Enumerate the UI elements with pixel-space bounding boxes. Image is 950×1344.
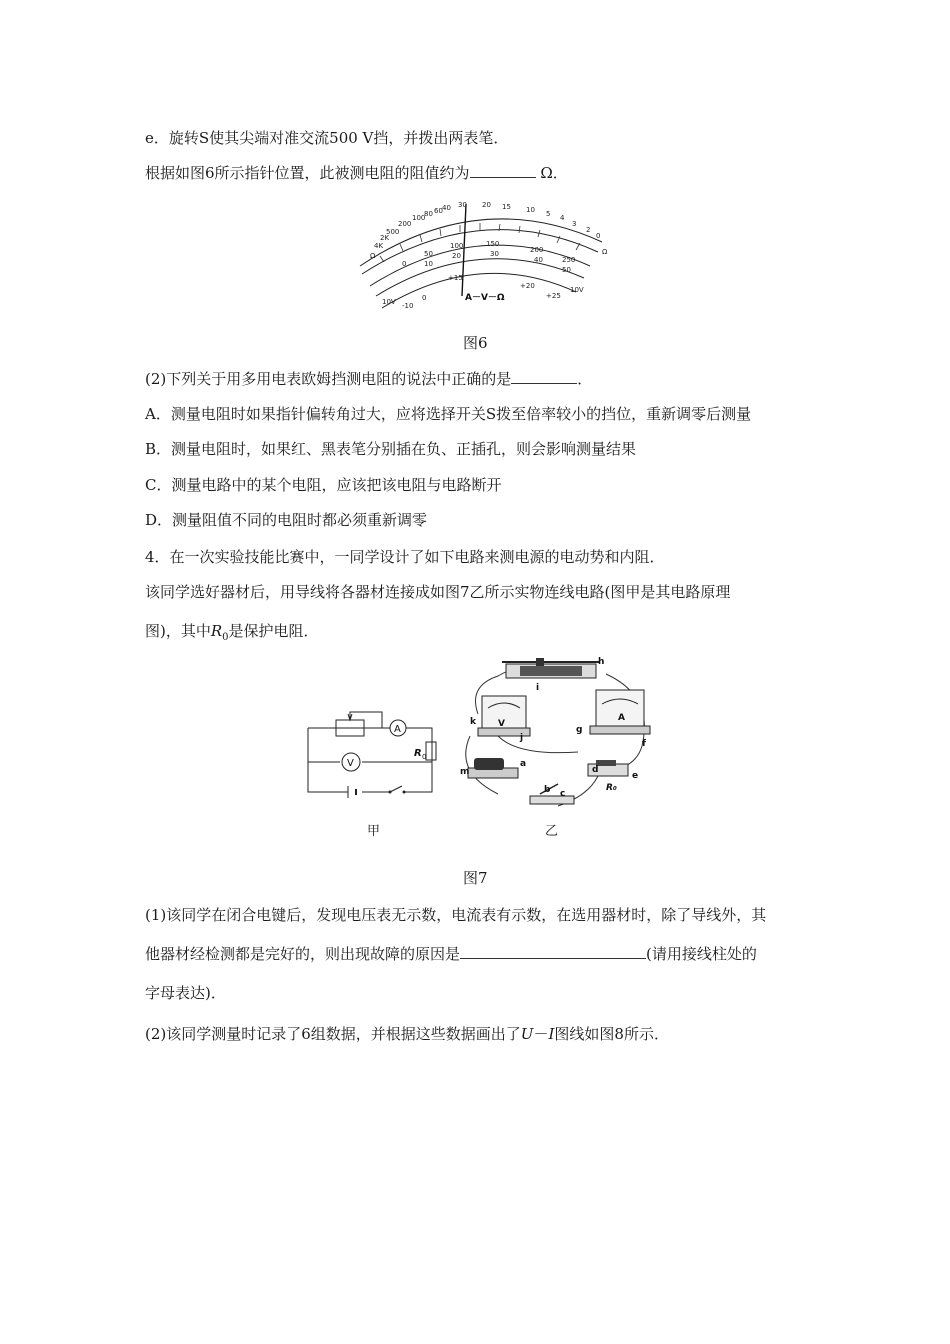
answer-blank-q2[interactable] (511, 369, 577, 384)
meter-label: A－V－Ω (465, 293, 505, 303)
svg-text:e: e (632, 771, 639, 781)
figure6-caption: 图6 (463, 334, 488, 352)
svg-text:g: g (576, 725, 583, 735)
svg-text:150: 150 (486, 240, 500, 248)
problem4-body-1: 该同学选好器材后，用导线将各器材连接成如图7乙所示实物连线电路(图甲是其电路原理 (145, 583, 731, 601)
svg-text:4: 4 (560, 214, 565, 222)
problem4-intro: 4．在一次实验技能比赛中，一同学设计了如下电路来测电源的电动势和内阻． (145, 548, 665, 566)
fig6-question (145, 163, 568, 183)
svg-text:500: 500 (386, 228, 400, 236)
svg-text:10: 10 (526, 206, 535, 214)
svg-text:50: 50 (562, 266, 571, 274)
svg-text:V: V (347, 758, 354, 769)
problem4-body-2: 图)，其中$R_0$是保护电阻． (145, 622, 319, 643)
svg-text:2K: 2K (380, 234, 390, 242)
svg-text:+15: +15 (448, 274, 463, 282)
svg-text:R₀: R₀ (606, 783, 617, 793)
sub2-text: (2)该同学测量时记录了6组数据，并根据这些数据画出了U－I图线如图8所示． (145, 1025, 669, 1043)
q2-stem (145, 369, 592, 389)
option-b: B．测量电阻时，如果红、黑表笔分别插在负、正插孔，则会影响测量结果 (145, 440, 637, 458)
svg-text:a: a (520, 759, 527, 769)
fig6-question-unit: Ω． (535, 164, 568, 182)
svg-text:20: 20 (482, 201, 491, 209)
svg-text:A: A (394, 724, 401, 735)
voltmeter-device (478, 696, 530, 736)
option-d: D．测量阻值不同的电阻时都必须重新调零 (145, 511, 428, 529)
e-step-text: e．旋转S使其尖端对准交流500 V挡，并拨出两表笔． (145, 129, 509, 147)
svg-text:c: c (560, 789, 566, 799)
svg-text:250: 250 (562, 256, 576, 264)
svg-text:10V: 10V (570, 286, 584, 294)
q2-stem-end: ． (577, 370, 593, 388)
rheostat-device (502, 658, 600, 678)
svg-text:j: j (520, 733, 524, 743)
svg-text:30: 30 (458, 201, 467, 209)
svg-text:+25: +25 (546, 292, 561, 300)
svg-text:k: k (470, 717, 476, 727)
figure7-caption: 图7 (463, 869, 488, 887)
svg-text:+20: +20 (520, 282, 535, 290)
figure7-apparatus (458, 656, 658, 816)
svg-text:30: 30 (490, 250, 499, 258)
svg-text:f: f (642, 739, 646, 749)
svg-text:100: 100 (412, 214, 426, 222)
meter-needle (462, 204, 466, 296)
fig6-question-text: 根据如图6所示指针位置，此被测电阻的阻值约为 (145, 164, 470, 182)
svg-text:-10: -10 (402, 302, 414, 310)
svg-text:4K: 4K (374, 242, 384, 250)
omega-scale-label-left: Ω (370, 252, 376, 260)
svg-text:A: A (618, 713, 625, 723)
svg-text:15: 15 (502, 203, 511, 211)
option-a: A．测量电阻时如果指针偏转角过大，应将选择开关S拨至倍率较小的挡位，重新调零后测量 (145, 405, 752, 423)
svg-text:80: 80 (424, 210, 433, 218)
answer-blank-resistance[interactable] (470, 163, 536, 178)
option-c: C．测量电路中的某个电阻，应该把该电阻与电路断开 (145, 476, 502, 494)
q2-stem-text: (2)下列关于用多用电表欧姆挡测电阻的说法中正确的是 (145, 370, 512, 388)
figure6-meter-scale (340, 196, 620, 318)
figure7-left-caption: 甲 (367, 824, 381, 839)
svg-text:h: h (598, 657, 605, 667)
battery-device (468, 758, 518, 778)
svg-text:b: b (544, 785, 551, 795)
svg-text:i: i (536, 683, 540, 693)
svg-text:R: R (414, 748, 422, 759)
svg-text:0: 0 (422, 294, 427, 302)
svg-text:200: 200 (398, 220, 412, 228)
answer-blank-fault[interactable] (460, 944, 646, 959)
svg-text:d: d (592, 765, 599, 775)
svg-text:5: 5 (546, 210, 551, 218)
svg-text:200: 200 (530, 246, 544, 254)
svg-text:0: 0 (402, 260, 407, 268)
figure7-right-caption: 乙 (545, 824, 559, 839)
figure7-schematic (300, 700, 440, 805)
sub1-line1: (1)该同学在闭合电键后，发现电压表无示数，电流表有示数，在选用器材时，除了导线外，其 (145, 906, 767, 924)
svg-text:100: 100 (450, 242, 464, 250)
svg-text:40: 40 (534, 256, 543, 264)
svg-text:m: m (460, 767, 470, 777)
omega-scale-label-right: Ω (602, 248, 608, 256)
resistor-r0 (426, 742, 436, 760)
svg-text:10: 10 (424, 260, 433, 268)
svg-text:0: 0 (596, 232, 601, 240)
svg-text:20: 20 (452, 252, 461, 260)
svg-text:40: 40 (442, 204, 451, 212)
svg-text:50: 50 (424, 250, 433, 258)
r0-symbol: R (210, 622, 223, 640)
svg-text:3: 3 (572, 220, 577, 228)
svg-text:2: 2 (586, 226, 591, 234)
sub1-line3: 字母表达)． (145, 984, 226, 1002)
svg-text:0: 0 (422, 753, 427, 761)
svg-text:10V: 10V (382, 298, 396, 306)
sub1-line2: 他器材经检测都是完好的，则出现故障的原因是 (请用接线柱处的 (145, 945, 757, 963)
switch-device (530, 784, 574, 804)
svg-text:60: 60 (434, 207, 443, 215)
ammeter-device (590, 690, 650, 734)
svg-text:V: V (498, 719, 505, 729)
